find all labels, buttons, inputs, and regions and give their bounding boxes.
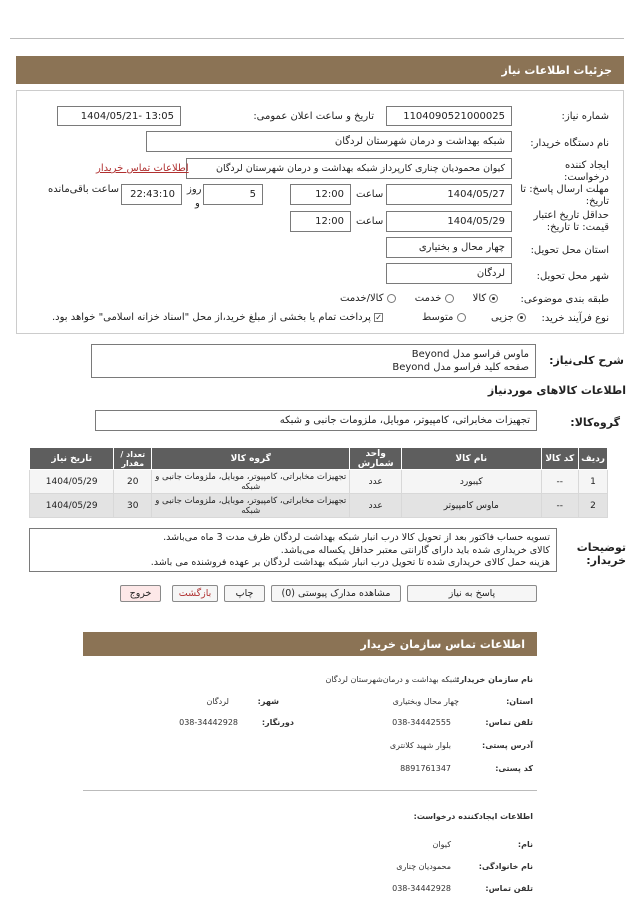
row-name: کیبورد	[402, 470, 541, 494]
payment-checkbox[interactable]: ✓	[375, 312, 382, 322]
buyer-org-label: نام دستگاه خریدار:	[530, 138, 609, 149]
announce-field: 1404/05/21- 13:05	[57, 106, 181, 126]
reply-button[interactable]: پاسخ به نیاز	[407, 585, 537, 602]
category-label: طبقه بندی موضوعی:	[520, 294, 609, 305]
creator-label-2: درخواست:	[564, 172, 609, 183]
contact-phone-value: 038-34442555	[392, 718, 451, 727]
payment-note-row	[52, 312, 383, 323]
category-service-option[interactable]: خدمت	[415, 293, 454, 304]
goods-group-label: گروه‌کالا:	[570, 416, 620, 429]
summary-label: شرح کلی‌نیاز:	[549, 354, 624, 367]
row-code: --	[541, 470, 579, 494]
row-unit: عدد	[350, 494, 402, 518]
deadline-time-field: 12:00	[290, 184, 351, 205]
row-qty: 20	[114, 470, 152, 494]
remaining-label: ساعت باقی‌مانده	[48, 184, 120, 195]
announce-label: تاریخ و ساعت اعلان عمومی:	[253, 111, 374, 122]
and-label: و	[195, 198, 200, 209]
day-label: روز	[187, 184, 202, 195]
contact-section-title: اطلاعات تماس سازمان خریدار	[360, 637, 525, 651]
creator-last-name-value: محمودیان چناری	[396, 862, 451, 871]
contact-city-value: لردگان	[206, 697, 229, 706]
row-date: 1404/05/29	[30, 494, 114, 518]
top-divider	[10, 38, 624, 39]
deadline-date-field: 1404/05/27	[386, 184, 512, 205]
radio-service[interactable]	[445, 294, 454, 303]
col-unit: واحد شمارش	[350, 448, 402, 470]
radio-goods-service[interactable]	[387, 294, 396, 303]
row-group: تجهیزات مخابراتی، کامپیوتر، موبایل، ملزومات جانبی و شبکه	[152, 494, 350, 518]
days-field: 5	[203, 184, 263, 205]
creator-first-name-label: نام:	[517, 840, 533, 849]
table-row	[30, 494, 608, 518]
col-date: تاریخ نیاز	[30, 448, 114, 470]
summary-line-1: ماوس فراسو مدل Beyond	[411, 349, 529, 360]
contact-address-label: آدرس پستی:	[482, 741, 533, 750]
contact-fax-label: دورنگار:	[261, 718, 294, 727]
notes-line-1: تسویه حساب فاکتور بعد از تحویل کالا درب انبار شبکه بهداشت لردگان ظرف مدت 3 ماه می‌باشد.	[163, 532, 550, 543]
deadline-label-2: تاریخ:	[585, 196, 609, 207]
creator-phone-label: تلفن تماس:	[485, 884, 533, 893]
process-radio-group	[422, 312, 526, 323]
page-header	[16, 56, 624, 84]
validity-time-field: 12:00	[290, 211, 351, 232]
payment-note: پرداخت تمام یا بخشی از مبلغ خرید،از محل "اسناد خزانه اسلامی" خواهد بود.	[52, 312, 371, 323]
notes-label-2: خریدار:	[586, 554, 626, 567]
notes-line-2: کالای خریداری شده باید دارای گارانتی معتبر حداقل یکساله می‌باشد.	[280, 544, 550, 556]
province-field: چهار محال و بختیاری	[386, 237, 512, 258]
row-qty: 30	[114, 494, 152, 518]
page-title: جزئیات اطلاعات نیاز	[501, 63, 612, 77]
row-index: 2	[579, 494, 608, 518]
buyer-org-field: شبکه بهداشت و درمان شهرستان لردگان	[146, 131, 512, 152]
validity-date-field: 1404/05/29	[386, 211, 512, 232]
city-field: لردگان	[386, 263, 512, 284]
goods-section-title: اطلاعات کالاهای موردنیاز	[487, 384, 626, 397]
summary-line-2: صفحه کلید فراسو مدل Beyond	[392, 362, 529, 373]
category-goods-option[interactable]: کالا	[473, 293, 499, 304]
province-label: استان محل تحویل:	[530, 245, 609, 256]
radio-medium[interactable]	[457, 313, 466, 322]
col-index: ردیف	[579, 448, 608, 470]
creator-label-1: ایجاد کننده	[565, 160, 609, 171]
col-code: کد کالا	[541, 448, 579, 470]
creator-last-name-label: نام خانوادگی:	[478, 862, 533, 871]
contact-fax-value: 038-34442928	[179, 718, 238, 727]
need-number-label: شماره نیاز:	[561, 111, 609, 122]
creator-info-title: اطلاعات ایجادکننده درخواست:	[413, 812, 533, 821]
contact-province-label: استان:	[506, 697, 533, 706]
row-index: 1	[579, 470, 608, 494]
table-row	[30, 470, 608, 494]
row-unit: عدد	[350, 470, 402, 494]
validity-label-1: حداقل تاریخ اعتبار	[533, 210, 609, 221]
col-name: نام کالا	[402, 448, 541, 470]
notes-box	[29, 528, 557, 572]
remaining-time-field: 22:43:10	[121, 184, 182, 205]
category-goods-service-option[interactable]: کالا/خدمت	[340, 293, 396, 304]
deadline-label-1: مهلت ارسال پاسخ: تا	[520, 184, 609, 195]
row-group: تجهیزات مخابراتی، کامپیوتر، موبایل، ملزومات جانبی و شبکه	[152, 470, 350, 494]
row-date: 1404/05/29	[30, 470, 114, 494]
contact-org-label: نام سازمان خریدار:	[456, 675, 533, 684]
process-label: نوع فرآیند خرید:	[541, 313, 609, 324]
contact-phone-label: تلفن تماس:	[485, 718, 533, 727]
col-qty: تعداد / مقدار	[114, 448, 152, 470]
row-name: ماوس کامپیوتر	[402, 494, 541, 518]
summary-box	[91, 344, 536, 378]
contact-city-label: شهر:	[257, 697, 279, 706]
creator-first-name-value: کیوان	[432, 840, 451, 849]
notes-label-1: توضیحات	[576, 541, 626, 554]
contact-postal-label: کد پستی:	[495, 764, 533, 773]
process-medium-option[interactable]: متوسط	[422, 312, 466, 323]
contact-address-value: بلوار شهید کلانتری	[389, 741, 451, 750]
col-group: گروه کالا	[152, 448, 350, 470]
exit-button[interactable]: خروج	[120, 585, 161, 602]
category-radio-group	[340, 293, 498, 304]
contact-org-value: شبکه بهداشت و درمان‌شهرستان لردگان	[325, 675, 459, 684]
need-number-field: 1104090521000025	[386, 106, 512, 126]
buyer-contact-link[interactable]: اطلاعات تماس خریدار	[96, 163, 189, 174]
contact-province-value: چهار محال وبختیاری	[392, 697, 459, 706]
radio-partial[interactable]	[517, 313, 526, 322]
contact-postal-value: 8891761347	[400, 764, 451, 773]
print-button[interactable]: چاپ	[224, 585, 265, 602]
validity-label-2: قیمت: تا تاریخ:	[546, 222, 609, 233]
notes-line-3: هزینه حمل کالای خریداری شده تا تحویل درب انبار شبکه بهداشت لردگان بر عهده فروشنده می باشد.	[150, 557, 550, 568]
contact-divider	[83, 790, 537, 791]
validity-time-label: ساعت	[356, 216, 384, 227]
attachments-button[interactable]: مشاهده مدارک پیوستی (0)	[271, 585, 401, 602]
process-partial-option[interactable]: جزیی	[491, 312, 526, 323]
contact-section-header	[83, 632, 537, 656]
items-table-header	[30, 448, 608, 470]
deadline-time-label: ساعت	[356, 189, 384, 200]
city-label: شهر محل تحویل:	[536, 271, 609, 282]
creator-field: کیوان محمودیان چناری کارپرداز شبکه بهداشت و درمان شهرستان لردگان	[186, 158, 512, 179]
row-code: --	[541, 494, 579, 518]
radio-goods[interactable]	[489, 294, 498, 303]
creator-phone-value: 038-34442928	[392, 884, 451, 893]
goods-group-field: تجهیزات مخابراتی، کامپیوتر، موبایل، ملزومات جانبی و شبکه	[95, 410, 537, 431]
items-table	[29, 447, 608, 518]
back-button[interactable]: بازگشت	[172, 585, 218, 602]
